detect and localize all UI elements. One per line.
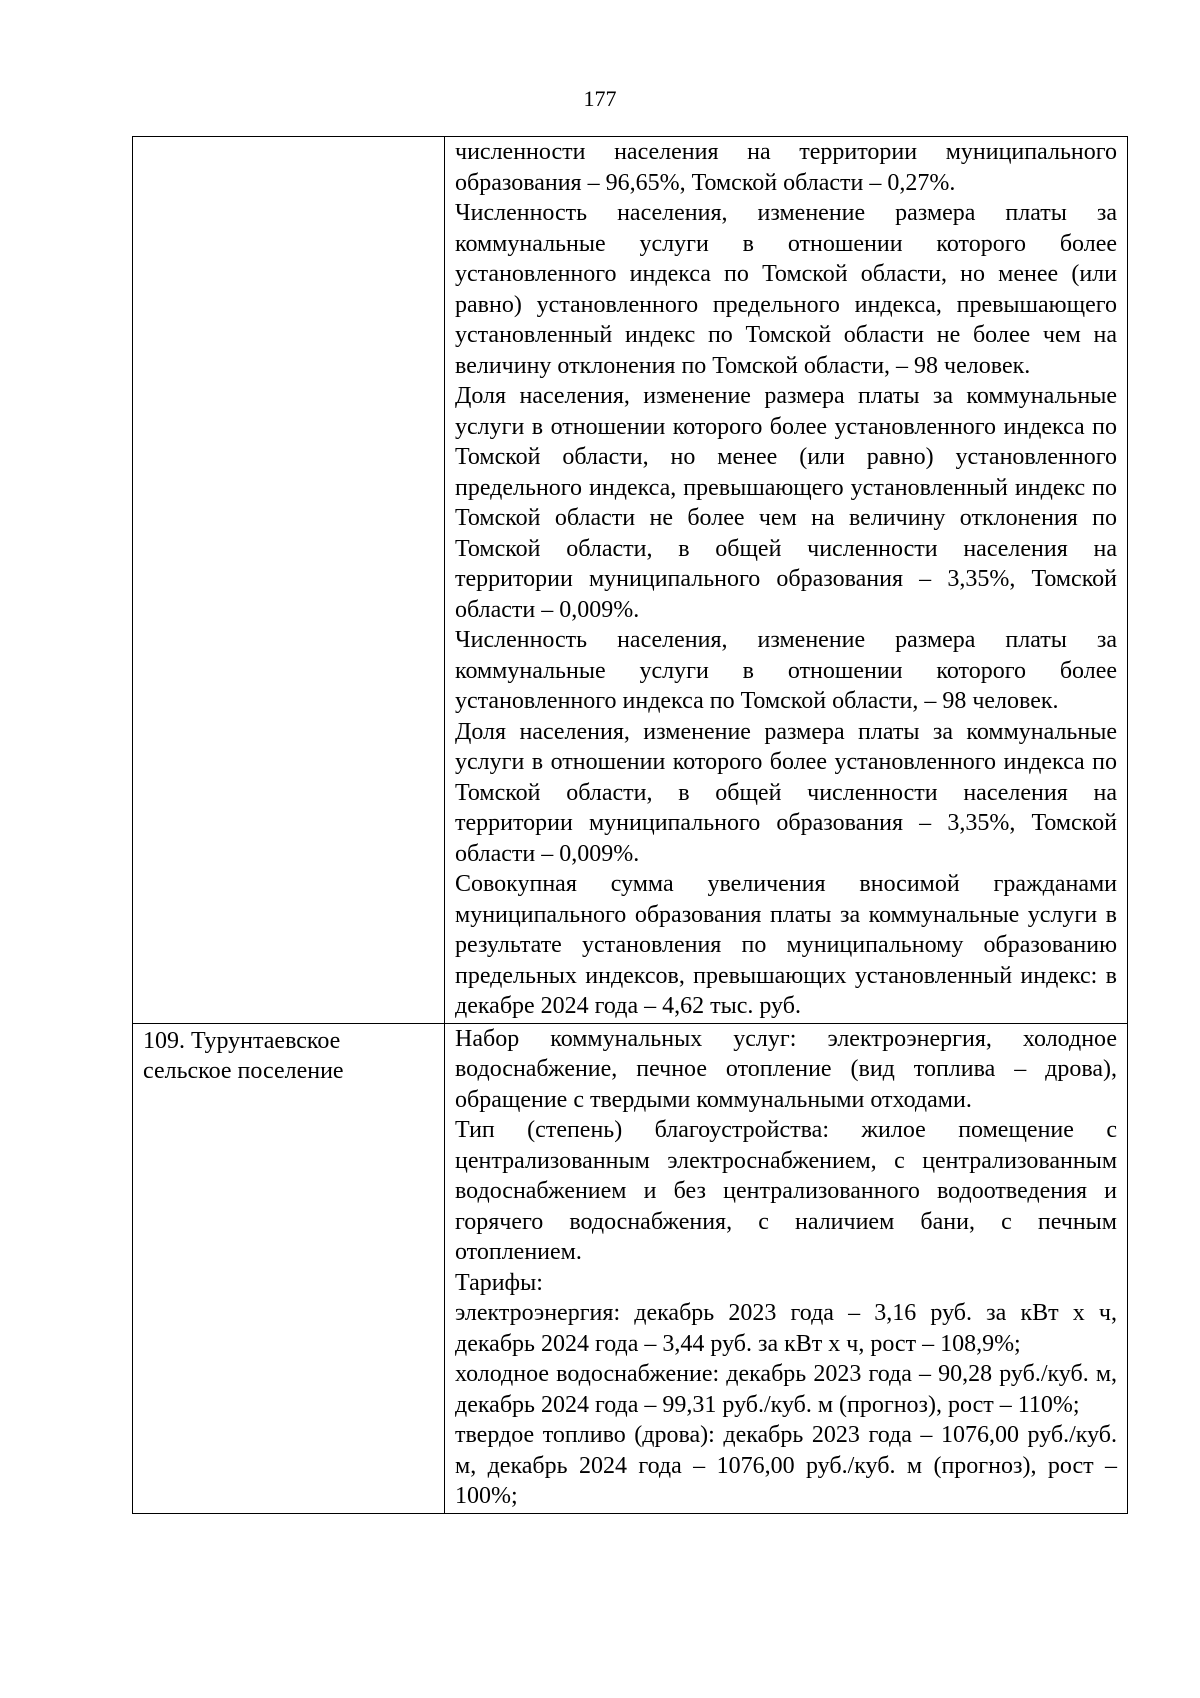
- settlement-cell: [133, 137, 445, 1024]
- paragraph: Тарифы:: [455, 1269, 543, 1296]
- paragraph: Численность населения, изменение размера платы за коммунальные услуги в отношении которого более установленного индекса по Томской области, но менее (или равно) установленного предельного индекса, превышающего установленный индекс по Томской области не более чем на величину отклонения по Томской области, – 98 человек.: [455, 200, 1117, 379]
- table-row: [133, 1023, 1128, 1513]
- description-cell: [445, 1023, 1128, 1513]
- settlement-name-line: сельское поселение: [143, 1058, 344, 1084]
- paragraph: Набор коммунальных услуг: электроэнергия, холодное водоснабжение, печное отопление (вид топлива – дрова), обращение с твердыми коммунальными отходами.: [455, 1025, 1117, 1113]
- paragraph: Доля населения, изменение размера платы за коммунальные услуги в отношении которого более установленного индекса по Томской области, в общей численности населения на территории муниципального образования – 3,35%, Томской области – 0,009%.: [455, 718, 1117, 867]
- paragraph: твердое топливо (дрова): декабрь 2023 года – 1076,00 руб./куб. м, декабрь 2024 года – 1076,00 руб./куб. м (прогноз), рост – 100%;: [455, 1422, 1117, 1509]
- settlement-name-line: 109. Турунтаевское: [143, 1027, 341, 1054]
- paragraph: Тип (степень) благоустройства: жилое помещение с централизованным электроснабжением, с централизованным водоснабжением и без централизованного водоотведения и горячего водоснабжения, с наличием бани, с печным отоплением.: [455, 1117, 1117, 1265]
- content-table: [132, 136, 1128, 1514]
- paragraph: электроэнергия: декабрь 2023 года – 3,16 руб. за кВт х ч, декабрь 2024 года – 3,44 руб. за кВт х ч, рост – 108,9%;: [455, 1300, 1117, 1357]
- paragraph: численности населения на территории муниципального образования – 96,65%, Томской области – 0,27%.: [455, 139, 1117, 196]
- table-row: [133, 137, 1128, 1024]
- description-cell: [445, 137, 1128, 1024]
- page-number: 177: [583, 86, 617, 111]
- paragraph: Доля населения, изменение размера платы за коммунальные услуги в отношении которого более установленного индекса по Томской области, но менее (или равно) установленного предельного индекса, превышающего установленный индекс по Томской области не более чем на величину отклонения по Томской области, в общей численности населения на территории муниципального образования – 3,35%, Томской области – 0,009%.: [455, 383, 1117, 623]
- paragraph: Совокупная сумма увеличения вносимой гражданами муниципального образования платы за коммунальные услуги в результате установления по муниципальному образованию предельных индексов, превышающих установленный индекс: в декабре 2024 года – 4,62 тыс. руб.: [455, 871, 1117, 1019]
- settlement-cell: [133, 1023, 445, 1513]
- paragraph: Численность населения, изменение размера платы за коммунальные услуги в отношении которого более установленного индекса по Томской области, – 98 человек.: [455, 627, 1117, 714]
- paragraph: холодное водоснабжение: декабрь 2023 года – 90,28 руб./куб. м, декабрь 2024 года – 99,31 руб./куб. м (прогноз), рост – 110%;: [455, 1361, 1117, 1418]
